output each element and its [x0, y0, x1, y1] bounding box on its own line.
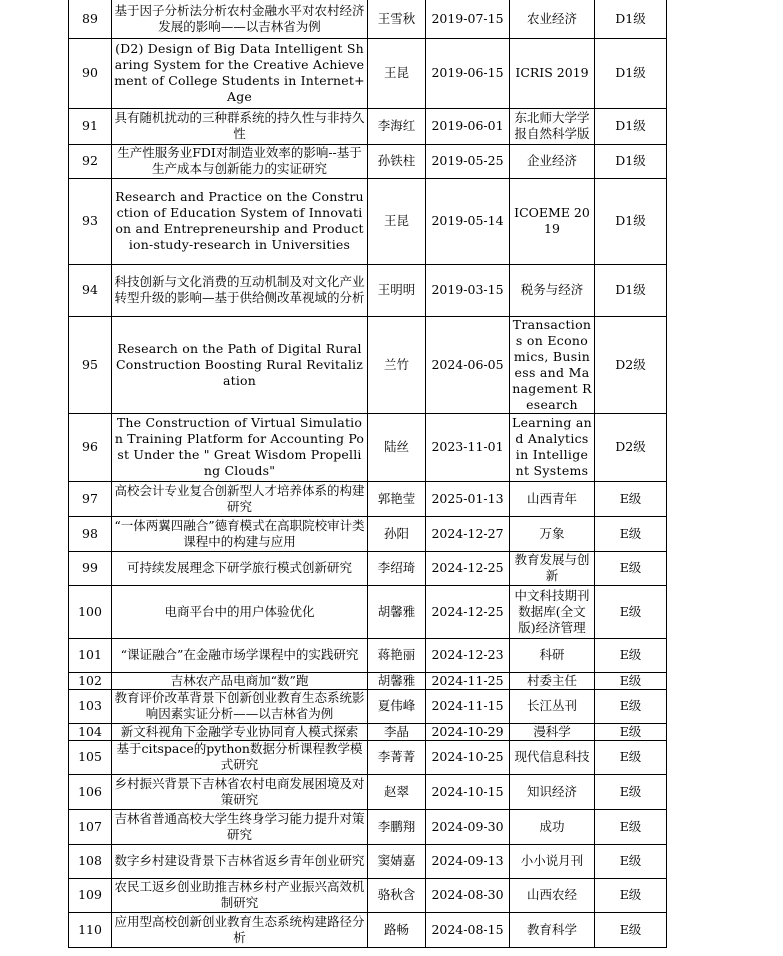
publish-date: 2024-09-30: [426, 809, 510, 844]
paper-title: 农民工返乡创业助推吉林乡村产业振兴高效机制研究: [112, 878, 368, 912]
table-row: [69, 585, 667, 638]
paper-author: 蒋艳丽: [368, 638, 426, 672]
journal-name: ICRIS 2019: [510, 38, 595, 108]
journal-name: 村委主任: [510, 672, 595, 689]
publish-date: 2023-11-01: [426, 413, 510, 481]
paper-author: 李海红: [368, 108, 426, 144]
paper-table: [68, 0, 667, 948]
paper-level: D1级: [595, 0, 667, 38]
publish-date: 2025-01-13: [426, 481, 510, 516]
table-row: [69, 672, 667, 689]
paper-title: “课证融合”在金融市场学课程中的实践研究: [112, 638, 368, 672]
row-number: 102: [69, 672, 112, 689]
publish-date: 2019-07-15: [426, 0, 510, 38]
paper-author: 骆秋含: [368, 878, 426, 912]
row-number: 108: [69, 844, 112, 878]
publish-date: 2019-05-25: [426, 144, 510, 178]
paper-author: 王昆: [368, 178, 426, 264]
paper-author: 胡馨雅: [368, 585, 426, 638]
paper-level: E级: [595, 878, 667, 912]
paper-author: 陆丝: [368, 413, 426, 481]
table-row: [69, 108, 667, 144]
publish-date: 2019-05-14: [426, 178, 510, 264]
journal-name: 万象: [510, 516, 595, 551]
paper-title: (D2) Design of Big Data Intelligent Sharing System for the Creative Achievement of College Students in Internet+ Age: [112, 38, 368, 108]
paper-level: E级: [595, 672, 667, 689]
table-row: [69, 740, 667, 774]
paper-title: 生产性服务业FDI对制造业效率的影响--基于生产成本与创新能力的实证研究: [112, 144, 368, 178]
paper-author: 王明明: [368, 264, 426, 316]
table-row: [69, 178, 667, 264]
paper-title: 乡村振兴背景下吉林省农村电商发展困境及对策研究: [112, 774, 368, 809]
publish-date: 2019-06-01: [426, 108, 510, 144]
publish-date: 2019-06-15: [426, 38, 510, 108]
paper-level: D1级: [595, 144, 667, 178]
journal-name: 小小说月刊: [510, 844, 595, 878]
paper-level: E级: [595, 809, 667, 844]
journal-name: 税务与经济: [510, 264, 595, 316]
table-row: [69, 516, 667, 551]
paper-level: E级: [595, 912, 667, 947]
table-row: [69, 809, 667, 844]
paper-level: D1级: [595, 178, 667, 264]
paper-level: E级: [595, 740, 667, 774]
journal-name: 长江丛刊: [510, 689, 595, 723]
row-number: 96: [69, 413, 112, 481]
table-row: [69, 638, 667, 672]
paper-title: 可持续发展理念下研学旅行模式创新研究: [112, 551, 368, 585]
publish-date: 2024-09-13: [426, 844, 510, 878]
paper-author: 李鹏翔: [368, 809, 426, 844]
row-number: 103: [69, 689, 112, 723]
paper-level: E级: [595, 723, 667, 740]
table-row: [69, 481, 667, 516]
paper-title: The Construction of Virtual Simulation Training Platform for Accounting Post Under the " Great Wisdom Propelling Clouds": [112, 413, 368, 481]
row-number: 99: [69, 551, 112, 585]
paper-level: D2级: [595, 413, 667, 481]
table-row: [69, 689, 667, 723]
row-number: 100: [69, 585, 112, 638]
paper-title: 基于因子分析法分析农村金融水平对农村经济发展的影响——以吉林省为例: [112, 0, 368, 38]
row-number: 94: [69, 264, 112, 316]
journal-name: Learning and Analytics in Intelligent Systems: [510, 413, 595, 481]
journal-name: 教育发展与创新: [510, 551, 595, 585]
paper-title: 新文科视角下金融学专业协同育人模式探索: [112, 723, 368, 740]
paper-author: 兰竹: [368, 316, 426, 413]
paper-level: E级: [595, 481, 667, 516]
paper-level: D1级: [595, 264, 667, 316]
paper-title: 吉林省普通高校大学生终身学习能力提升对策研究: [112, 809, 368, 844]
row-number: 93: [69, 178, 112, 264]
publish-date: 2024-08-15: [426, 912, 510, 947]
row-number: 109: [69, 878, 112, 912]
paper-author: 郭艳莹: [368, 481, 426, 516]
row-number: 106: [69, 774, 112, 809]
journal-name: 山西农经: [510, 878, 595, 912]
row-number: 92: [69, 144, 112, 178]
publish-date: 2024-12-23: [426, 638, 510, 672]
publish-date: 2024-11-15: [426, 689, 510, 723]
journal-name: 漫科学: [510, 723, 595, 740]
publish-date: 2024-10-15: [426, 774, 510, 809]
paper-list-page: [68, 0, 666, 948]
journal-name: 现代信息科技: [510, 740, 595, 774]
paper-level: D1级: [595, 108, 667, 144]
table-row: [69, 844, 667, 878]
paper-title: 具有随机扰动的三种群系统的持久性与非持久性: [112, 108, 368, 144]
paper-level: E级: [595, 551, 667, 585]
journal-name: 企业经济: [510, 144, 595, 178]
table-row: [69, 38, 667, 108]
journal-name: 成功: [510, 809, 595, 844]
row-number: 110: [69, 912, 112, 947]
publish-date: 2024-10-25: [426, 740, 510, 774]
paper-level: E级: [595, 689, 667, 723]
journal-name: 山西青年: [510, 481, 595, 516]
row-number: 95: [69, 316, 112, 413]
paper-author: 王昆: [368, 38, 426, 108]
paper-level: E级: [595, 516, 667, 551]
publish-date: 2024-10-29: [426, 723, 510, 740]
paper-author: 孙铁柱: [368, 144, 426, 178]
table-row: [69, 912, 667, 947]
paper-author: 窦婧嘉: [368, 844, 426, 878]
table-row: [69, 551, 667, 585]
journal-name: Transactions on Economics, Business and Management Research: [510, 316, 595, 413]
paper-title: 电商平台中的用户体验优化: [112, 585, 368, 638]
paper-title: “一体两翼四融合”德育模式在高职院校审计类课程中的构建与应用: [112, 516, 368, 551]
paper-author: 李菁菁: [368, 740, 426, 774]
paper-title: 教育评价改革背景下创新创业教育生态系统影响因素实证分析——以吉林省为例: [112, 689, 368, 723]
paper-author: 胡馨雅: [368, 672, 426, 689]
paper-author: 孙阳: [368, 516, 426, 551]
row-number: 107: [69, 809, 112, 844]
paper-author: 王雪秋: [368, 0, 426, 38]
table-row: [69, 144, 667, 178]
publish-date: 2024-12-25: [426, 551, 510, 585]
paper-title: 高校会计专业复合创新型人才培养体系的构建研究: [112, 481, 368, 516]
paper-level: E级: [595, 585, 667, 638]
paper-level: D1级: [595, 38, 667, 108]
journal-name: 农业经济: [510, 0, 595, 38]
row-number: 101: [69, 638, 112, 672]
paper-title: 吉林农产品电商加“数”跑: [112, 672, 368, 689]
publish-date: 2024-06-05: [426, 316, 510, 413]
row-number: 90: [69, 38, 112, 108]
publish-date: 2024-08-30: [426, 878, 510, 912]
journal-name: ICOEME 2019: [510, 178, 595, 264]
table-row: [69, 413, 667, 481]
paper-author: 李晶: [368, 723, 426, 740]
publish-date: 2024-12-25: [426, 585, 510, 638]
journal-name: 中文科技期刊数据库(全文版)经济管理: [510, 585, 595, 638]
paper-author: 李绍琦: [368, 551, 426, 585]
table-row: [69, 316, 667, 413]
table-row: [69, 774, 667, 809]
table-row: [69, 878, 667, 912]
journal-name: 知识经济: [510, 774, 595, 809]
table-row: [69, 0, 667, 38]
paper-title: Research on the Path of Digital Rural Construction Boosting Rural Revitalization: [112, 316, 368, 413]
paper-title: 基于citspace的python数据分析课程教学模式研究: [112, 740, 368, 774]
paper-level: E级: [595, 844, 667, 878]
journal-name: 科研: [510, 638, 595, 672]
row-number: 98: [69, 516, 112, 551]
row-number: 105: [69, 740, 112, 774]
paper-level: E级: [595, 638, 667, 672]
publish-date: 2024-12-27: [426, 516, 510, 551]
paper-author: 夏伟峰: [368, 689, 426, 723]
paper-level: D2级: [595, 316, 667, 413]
paper-title: 应用型高校创新创业教育生态系统构建路径分析: [112, 912, 368, 947]
publish-date: 2024-11-25: [426, 672, 510, 689]
row-number: 91: [69, 108, 112, 144]
publish-date: 2019-03-15: [426, 264, 510, 316]
paper-author: 赵翠: [368, 774, 426, 809]
paper-title: 科技创新与文化消费的互动机制及对文化产业转型升级的影响—基于供给侧改革视域的分析: [112, 264, 368, 316]
row-number: 97: [69, 481, 112, 516]
table-row: [69, 264, 667, 316]
row-number: 104: [69, 723, 112, 740]
paper-level: E级: [595, 774, 667, 809]
journal-name: 教育科学: [510, 912, 595, 947]
journal-name: 东北师大学学报自然科学版: [510, 108, 595, 144]
paper-author: 路畅: [368, 912, 426, 947]
table-row: [69, 723, 667, 740]
paper-title: Research and Practice on the Construction of Education System of Innovation and Entrepreneurship and Production-study-research in Universities: [112, 178, 368, 264]
paper-title: 数字乡村建设背景下吉林省返乡青年创业研究: [112, 844, 368, 878]
row-number: 89: [69, 0, 112, 38]
